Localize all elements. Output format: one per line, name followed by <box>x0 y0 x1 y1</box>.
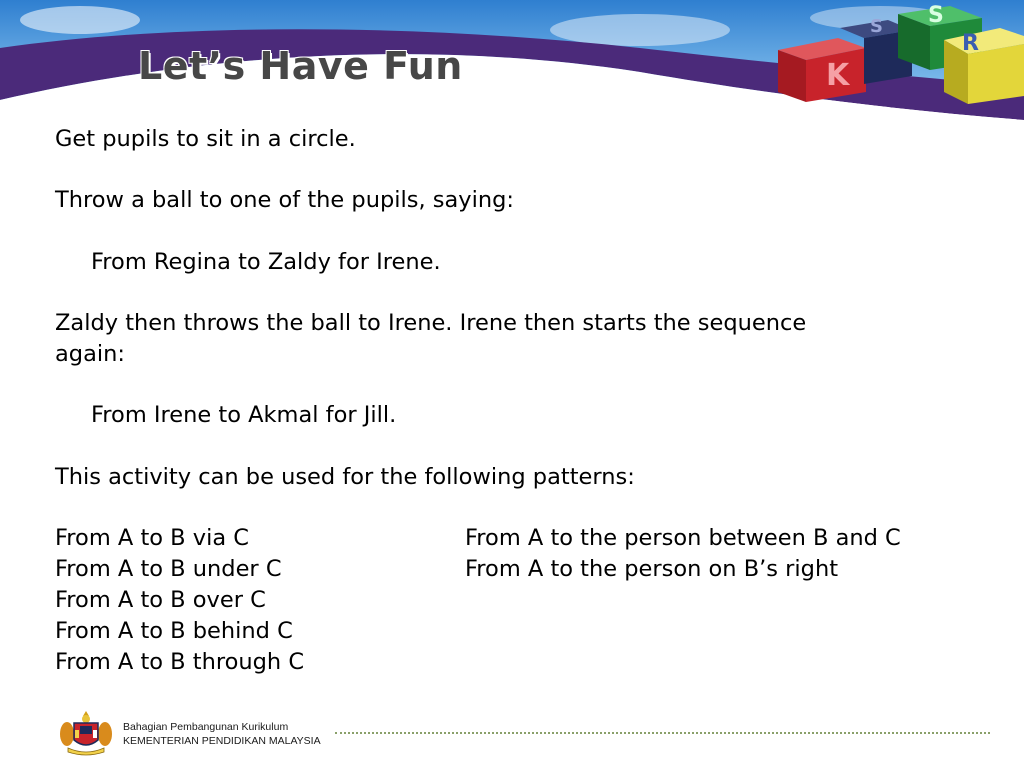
instruction-sequence-line-1: Zaldy then throws the ball to Irene. Irene then starts the sequence <box>55 310 807 336</box>
pattern-item: From A to B behind C <box>55 618 293 644</box>
cube-letter-s-green: S <box>928 3 944 28</box>
footer-ministry: KEMENTERIAN PENDIDIKAN MALAYSIA <box>123 735 321 747</box>
cube-r <box>944 28 1024 104</box>
cube-letter-r: R <box>962 31 979 56</box>
pattern-item: From A to B over C <box>55 587 266 613</box>
cube-letter-k: K <box>826 58 850 93</box>
footer-divider <box>335 732 990 734</box>
malaysia-coat-of-arms-icon <box>58 708 114 758</box>
slide-title: Let’s Have Fun <box>138 44 463 88</box>
example-sentence-2: From Irene to Akmal for Jill. <box>91 402 397 428</box>
example-sentence-1: From Regina to Zaldy for Irene. <box>91 249 441 275</box>
pattern-item: From A to B via C <box>55 525 249 551</box>
patterns-intro: This activity can be used for the following patterns: <box>55 464 635 490</box>
pattern-item: From A to B under C <box>55 556 282 582</box>
footer-department: Bahagian Pembangunan Kurikulum <box>123 721 289 733</box>
pattern-item: From A to the person on B’s right <box>465 556 839 582</box>
pattern-item: From A to B through C <box>55 649 305 675</box>
instruction-sit-in-circle: Get pupils to sit in a circle. <box>55 126 356 152</box>
instruction-throw-ball: Throw a ball to one of the pupils, saying: <box>55 187 514 213</box>
instruction-sequence-line-2: again: <box>55 341 125 367</box>
cube-letter-s-navy: S <box>870 16 883 37</box>
cube-k <box>778 38 866 102</box>
pattern-item: From A to the person between B and C <box>465 525 901 551</box>
